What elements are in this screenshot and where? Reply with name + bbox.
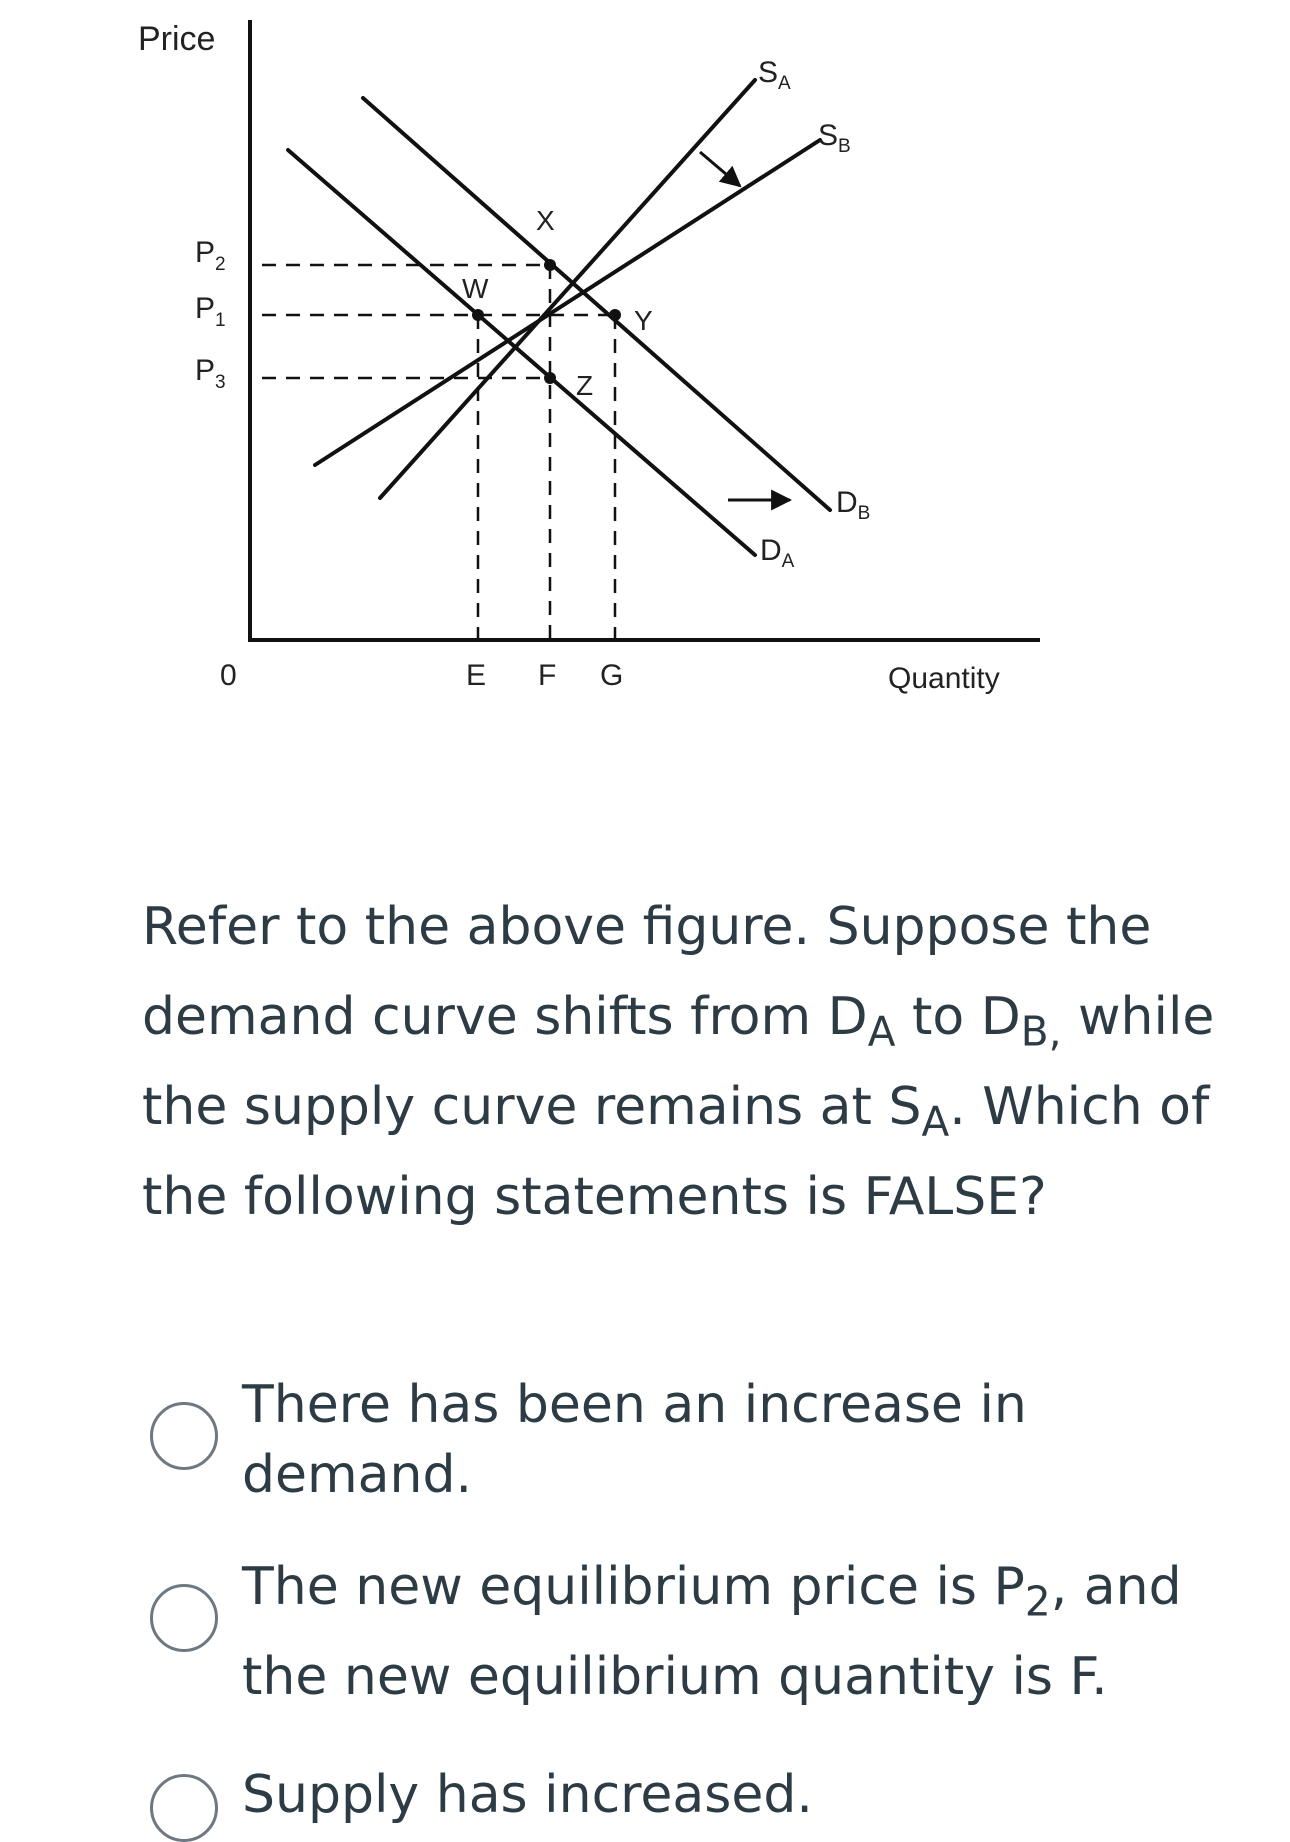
y-axis-label: Price [138, 20, 216, 58]
supply-demand-figure [0, 0, 1100, 760]
radio-button-option-3[interactable] [150, 1774, 218, 1842]
supply-curve-b [315, 140, 820, 465]
origin-label: 0 [220, 659, 237, 692]
point-z-marker [544, 372, 556, 384]
x-axis-label: Quantity [888, 662, 1000, 695]
point-w-label: W [462, 273, 489, 304]
price-label-p1: $P_1$ [195, 292, 226, 331]
price-label-p3: $P_3$ [195, 354, 226, 393]
point-w-marker [472, 309, 484, 321]
question-text: Refer to the above figure. Suppose the demand curve shifts from $D_A$ to $D_{B,}$ while the supply curve remains at $S_A$. Which of the following statements is FALSE? [142, 897, 1215, 1227]
curve-label-da: $D_A$ [760, 534, 795, 572]
quantity-label-f: F [538, 659, 557, 692]
quantity-label-e: E [466, 659, 487, 692]
option-3-label[interactable]: Supply has increased. [242, 1765, 813, 1825]
price-label-p2: $P_2$ [195, 236, 226, 275]
demand-curve-b [363, 98, 830, 510]
radio-button-option-2[interactable] [150, 1584, 218, 1652]
radio-button-option-1[interactable] [150, 1402, 218, 1470]
curve-label-sa: $S_A$ [758, 56, 791, 94]
curve-label-sb: $S_B$ [818, 119, 851, 157]
supply-shift-arrow [700, 152, 740, 186]
curve-label-db: $D_B$ [836, 486, 871, 524]
demand-curve-a [288, 150, 755, 555]
option-1-label[interactable]: There has been an increase in demand. [242, 1375, 1027, 1505]
supply-curve-a [380, 80, 755, 498]
point-x-label: X [536, 205, 555, 236]
point-x-marker [544, 259, 556, 271]
option-2-label[interactable]: The new equilibrium price is $P_2$, and the new equilibrium quantity is F. [242, 1557, 1182, 1707]
point-z-label: Z [576, 370, 594, 401]
point-y-marker [609, 309, 621, 321]
point-y-label: Y [634, 305, 653, 336]
quantity-label-g: G [600, 659, 624, 692]
